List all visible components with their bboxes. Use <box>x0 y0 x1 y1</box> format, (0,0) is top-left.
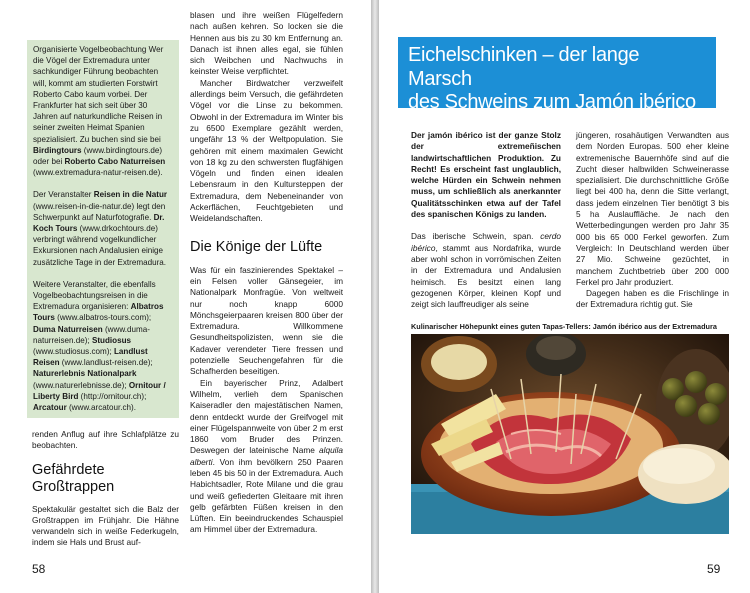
right-page <box>379 0 750 593</box>
article-title-line-1: Eichelschinken – der lange Marsch <box>408 44 640 90</box>
paragraph-3: Was für ein faszinierendes Spektakel – ein Felsen voller Gänsegeier, im Nationalpark Monfragüe. Von weltweit nur noch knapp 6000 Mönchsgeierpaaren kreisen 800 über der Extremadura. Willkommene Gesundheitspolizisten, wenn sie die Kadaver verendeter Tiere fressen und potenzielle Seuchengefahren für die Schafherden beseitigen. <box>190 264 343 377</box>
paragraph-schwein: Das iberische Schwein, span. cerdo ibérico, stammt aus Nordafrika, wurde aber wohl schon in vorrömischen Zeiten in der Extremadura und Andalusien heimisch. Es besitzt einen lang gezogenen Körper, kleinen Kopf und zeigt sich lauffreudiger als seine <box>411 231 561 310</box>
section-heading-grosstrappen: Gefährdete Großtrappen <box>32 461 115 495</box>
book-gutter <box>371 0 379 593</box>
paragraph-frischlinge: Dagegen haben es die Frischlinge in der Extremadura richtig gut. Sie <box>576 288 729 310</box>
paragraph-4: Ein bayerischer Prinz, Adalbert Wilhelm, verlieh dem Spanischen Kaiseradler den majestätischen Namen, denn entdeckt wurde der Greifvogel mit einer Flügelspannweite von über 2 m erst 1860 vom Bruder des Prinzen. Deswegen der lateinische Name alquila alberti. Von ihm bevölkern 250 Paaren leben 45 bis 50 in der Extremadura. Auch Habichtsadler, Rote Milane und die grau und weiß gefiederten Gleitaare mit ihren gelb gefärbten Füßen kreisen in den Lüften. Ein beeindruckendes Schauspiel am Himmel über der Extremadura. <box>190 377 343 535</box>
left-column-1-bottom <box>32 429 179 549</box>
article-title-line-2: des Schweins zum Jamón ibérico <box>408 91 696 113</box>
continued-text: renden Anflug auf ihre Schlafplätze zu beobachten. <box>32 429 179 451</box>
sidebar-paragraph-2: Der Veranstalter Reisen in die Natur (www.reisen-in-die-natur.de) legt den Schwerpunkt auf Naturfotografie. Dr. Koch Tours (www.drkochtours.de) verbringt während vogelkundlicher Exkursionen nach Andalusien einige zusätzliche Tage in der Extremadura. <box>33 190 168 267</box>
page-number-left: 58 <box>32 562 46 576</box>
paragraph-1: blasen und ihre weißen Flügelfedern nach außen kehren. So locken sie die Hennen aus bis zu 30 km Entfernung an. Danach ist ihnen alles egal, sie fühlen sich Weibchen und Nachwuchs in keinster Weise verpflichtet. <box>190 10 343 77</box>
right-column-2 <box>576 130 729 311</box>
photo-caption: Kulinarischer Höhepunkt eines guten Tapas-Tellers: Jamón ibérico aus der Extremadura <box>411 322 717 331</box>
right-column-1 <box>411 130 561 310</box>
sidebar-paragraph-1: Organisierte Vogelbeobachtung Wer die Vögel der Extremadura unter sachkundiger Führung beobachten will, kommt am studierten Forstwirt Roberto Cabo kaum vorbei. Der Frankfurter hat sich seit über 30 Jahren auf naturkundliche Reisen in seiner zweiten Heimat Spanien spezialisiert. Zu buchen sind sie bei Birdingtours (www.birdingtours.de) oder bei Roberto Cabo Naturreisen (www.extremadura-natur-reisen.de). <box>33 45 166 178</box>
section-heading-koenige: Die Könige der Lüfte <box>190 238 323 255</box>
paragraph-verwandten: jüngeren, rosahäutigen Verwandten aus dem Norden Europas. 500 eher kleine extremenische Bauernhöfe sind auf die Zucht dieser halbwilden Schweinerasse spezialisiert. Die durchschnittliche Größe liegt bei 400 ha, denn die Sitte verlangt, dass jedem einzelnen Tier benötigt 3 bis 5 ha Auslauffläche. Je nach den Wetterbedingungen werden pro Jahr 35 000 bis 65 000 Ferkel geworfen. Zum Vergleich: In Deutschland werden über 27 Mio. Schweine gezüchtet, in manchem Zuchtbetrieb über 200 000 Ferkel pro Jahr produziert. <box>576 130 729 287</box>
paragraph-2: Mancher Birdwatcher verzweifelt allerdings beim Versuch, die gefährdeten Vögel vor die Linse zu bekommen. Obwohl in der Extremadura im Winter bis zu 6500 Exemplare gezählt werden, ungefähr 13 % der Weltpopulation. Sie gehören mit einem maximalen Gewicht von 18 kg zu den schwersten flugfähigen Vögeln und finden einen idealen Lebensraum in den Kultursteppen der Extremadura, dem Nebeneinander von Ackerflächen, Feuchtgebieten und Weidelandschaften. <box>190 77 343 224</box>
info-sidebar <box>27 40 179 418</box>
intro-paragraph: Der jamón ibérico ist der ganze Stolz der extremeñischen landwirtschaftlichen Produktion. Zu Recht! Es erscheint fast unglaublich, welche Hürden ein Schwein nehmen muss, um schließlich als anerkannter Qualitätsschinken etwa auf der Tafel des spanischen Königs zu landen. <box>411 130 561 220</box>
page-number-right: 59 <box>707 562 721 576</box>
sidebar-paragraph-3: Weitere Veranstalter, die ebenfalls Vogelbeobachtungsreisen in die Extremadura organisieren: Albatros Tours (www.albatros-tours.com); Duma Naturreisen (www.duma-naturreisen.de); Studiosus (www.studiosus.com); Landlust Reisen (www.landlust-reisen.de); Naturerlebnis Nationalpark (www.naturerlebnisse.de); Ornitour / Liberty Bird (http://ornitour.ch); Arcatour (www.arcatour.ch). <box>33 279 166 413</box>
article-title-box <box>398 37 716 113</box>
left-column-2 <box>190 10 343 536</box>
tapas-photo <box>411 334 729 534</box>
left-page <box>0 0 371 593</box>
paragraph-grosstrappen: Spektakulär gestaltet sich die Balz der Großtrappen im Frühjahr. Die Hähne verwandeln sich in weiße Federkugeln, indem sie Hals und Brust auf- <box>32 503 179 548</box>
